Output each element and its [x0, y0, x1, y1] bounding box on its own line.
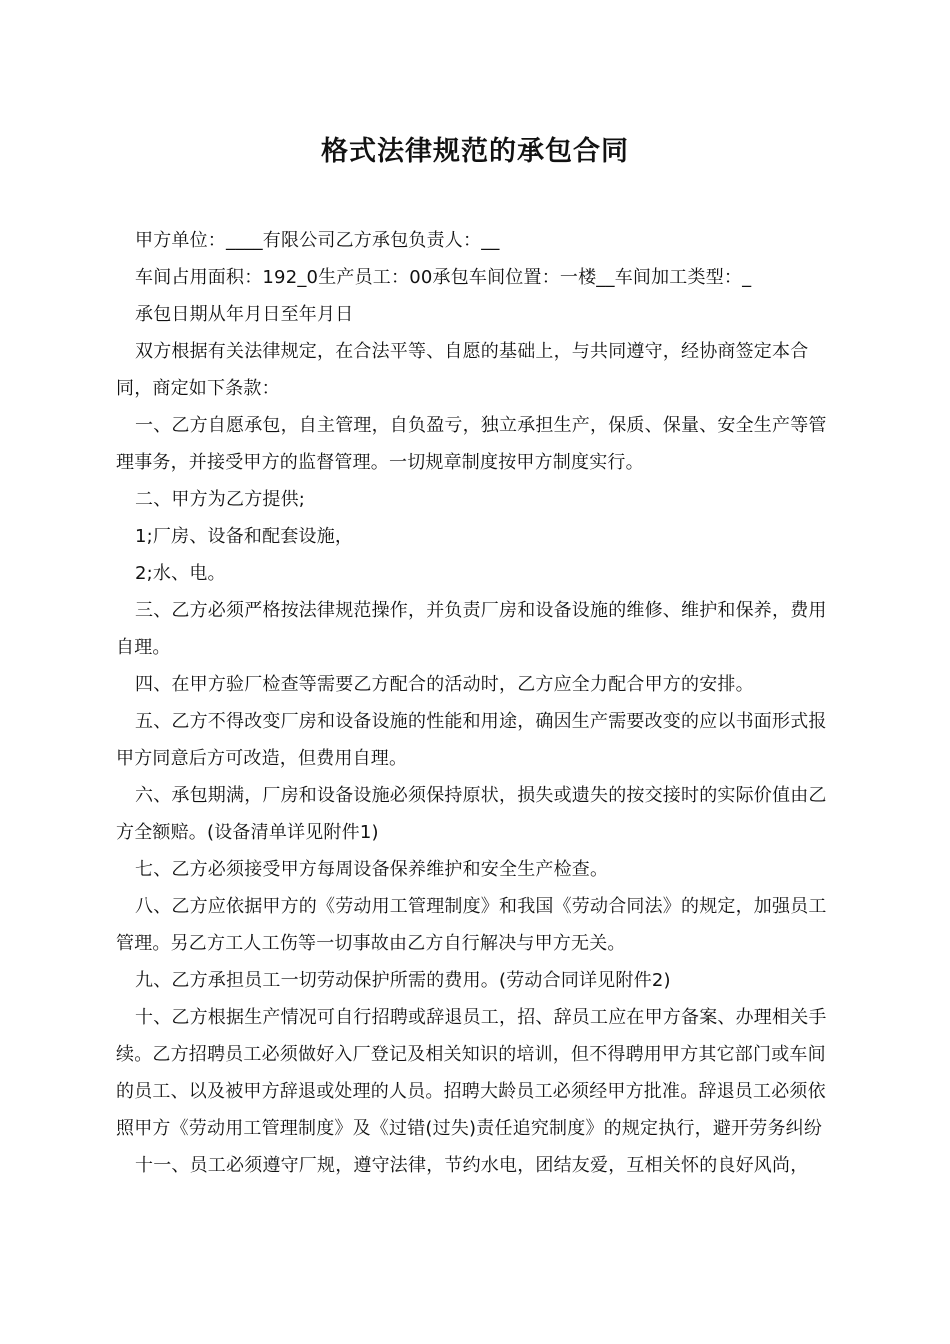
clause-10: 十、乙方根据生产情况可自行招聘或辞退员工，招、辞员工应在甲方备案、办理相关手续。乙方招聘员工必须做好入厂登记及相关知识的培训，但不得聘用甲方其它部门或车间的员工、以及被甲方辞退或处理的人员。招聘大龄员工必须经甲方批准。辞退员工必须依照甲方《劳动用工管理制度》及《过错(过失)责任追究制度》的规定执行，避开劳务纠纷	[116, 1007, 827, 1139]
clause-8: 八、乙方应依据甲方的《劳动用工管理制度》和我国《劳动合同法》的规定，加强员工管理。另乙方工人工伤等一切事故由乙方自行解决与甲方无关。	[116, 896, 827, 954]
document-body	[116, 222, 841, 1184]
clause-2: 二、甲方为乙方提供;	[135, 489, 306, 510]
clause-3: 三、乙方必须严格按法律规范操作，并负责厂房和设备设施的维修、维护和保养，费用自理。	[116, 600, 827, 658]
workshop-info-line: 车间占用面积：192_0生产员工：00承包车间位置：一楼__车间加工类型：_	[135, 267, 752, 288]
clause-4: 四、在甲方验厂检查等需要乙方配合的活动时，乙方应全力配合甲方的安排。	[135, 674, 754, 695]
clause-5: 五、乙方不得改变厂房和设备设施的性能和用途，确因生产需要改变的应以书面形式报甲方同意后方可改造，但费用自理。	[116, 711, 827, 769]
clause-9: 九、乙方承担员工一切劳动保护所需的费用。(劳动合同详见附件2)	[135, 970, 671, 991]
clause-2-item-2: 2;水、电。	[135, 563, 226, 584]
clause-2-item-1: 1;厂房、设备和配套设施，	[135, 526, 354, 547]
preamble-paragraph: 双方根据有关法律规定，在合法平等、自愿的基础上，与共同遵守，经协商签定本合同，商定如下条款：	[116, 341, 809, 399]
document-title: 格式法律规范的承包合同	[321, 136, 629, 167]
clause-11: 十一、员工必须遵守厂规，遵守法律，节约水电，团结友爱，互相关怀的良好风尚，	[135, 1155, 809, 1176]
clause-1: 一、乙方自愿承包，自主管理，自负盈亏，独立承担生产，保质、保量、安全生产等管理事务，并接受甲方的监督管理。一切规章制度按甲方制度实行。	[116, 415, 827, 473]
clause-7: 七、乙方必须接受甲方每周设备保养维护和安全生产检查。	[135, 859, 609, 880]
party-a-line: 甲方单位：____有限公司乙方承包负责人：__	[135, 230, 500, 251]
contract-period-line: 承包日期从年月日至年月日	[135, 304, 354, 325]
clause-6: 六、承包期满，厂房和设备设施必须保持原状，损失或遗失的按交接时的实际价值由乙方全额赔。(设备清单详见附件1)	[116, 785, 827, 843]
